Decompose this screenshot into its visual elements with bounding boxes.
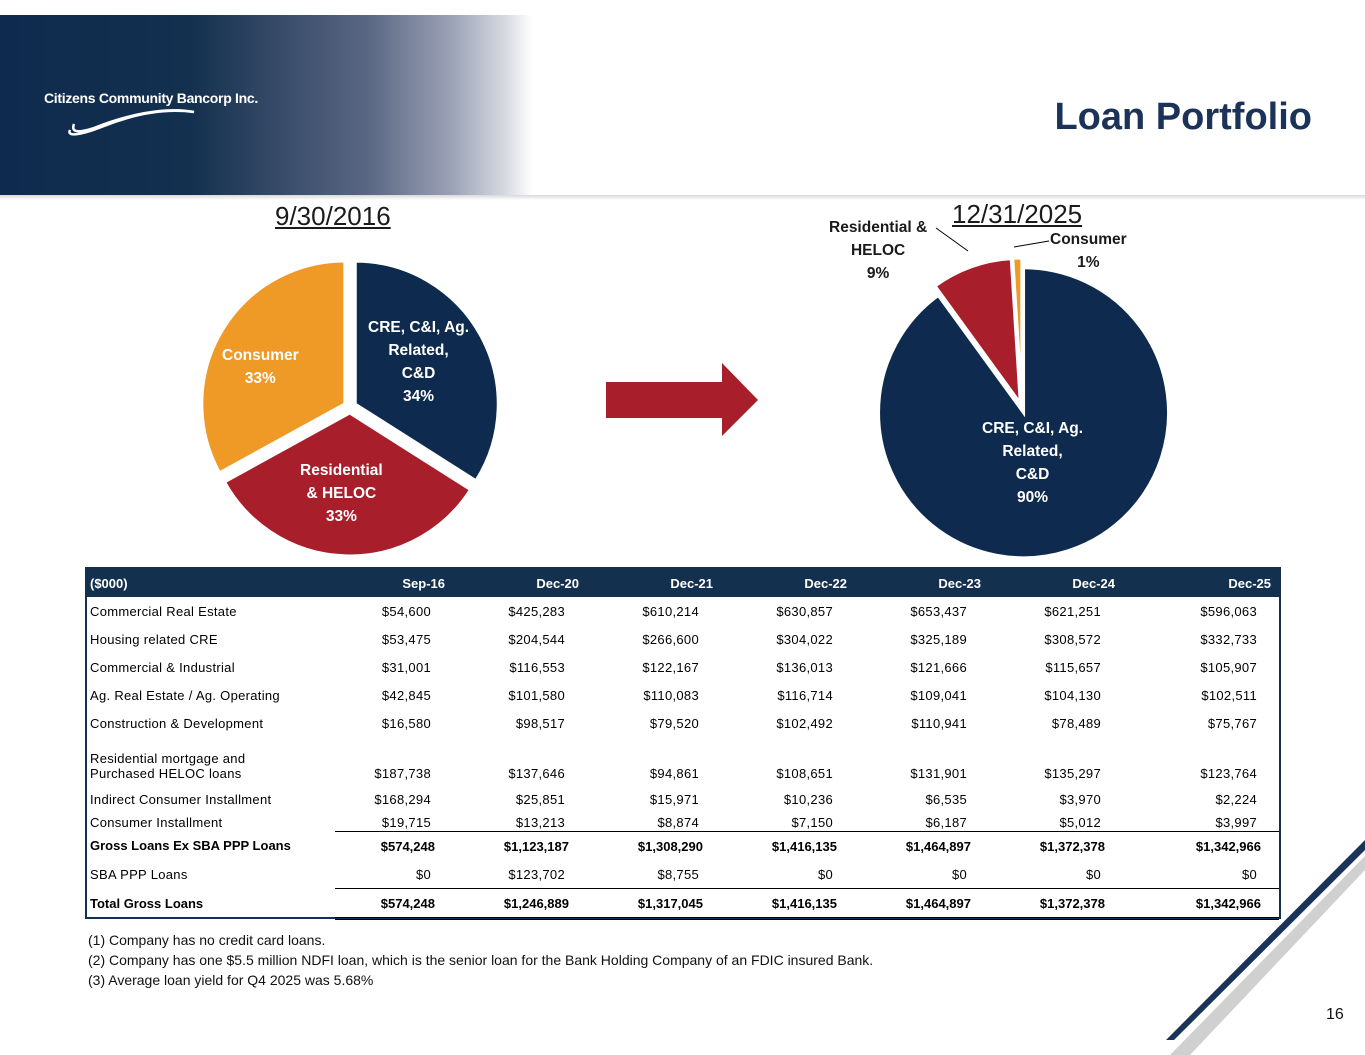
table-cell: $94,861: [649, 766, 699, 781]
row-label: Indirect Consumer Installment: [90, 791, 272, 807]
table-cell: $1,342,966: [1123, 889, 1279, 919]
row-label-line: Residential mortgage and: [90, 751, 246, 766]
row-label: Commercial Real Estate: [90, 603, 237, 619]
pie-2016-cre-label: [368, 316, 469, 408]
table-cell: $135,297: [1044, 766, 1101, 781]
table-row: [87, 653, 1279, 681]
table-row: [87, 737, 1279, 785]
table-row: [87, 813, 1279, 832]
table-cell: $3,997: [1215, 814, 1257, 830]
table-header: Dec-25: [1123, 569, 1279, 597]
pie-2025-cre-line: C&D: [1015, 466, 1050, 483]
table-row: [87, 860, 1279, 889]
table-cell: $204,544: [508, 631, 565, 647]
table-cell: $187,738: [374, 766, 431, 781]
table-cell: $6,187: [925, 814, 967, 830]
table-cell: $266,600: [642, 631, 699, 647]
table-row: [87, 625, 1279, 653]
pie-2016-cre-line: CRE, C&I, Ag.: [368, 319, 470, 336]
table-cell: $1,246,889: [453, 889, 587, 919]
table-cell: $8,755: [657, 866, 699, 882]
table-row: [87, 889, 1279, 919]
pie-2016-res-label: [300, 459, 383, 528]
pie-2025-cre-line: CRE, C&I, Ag.: [982, 420, 1084, 437]
table-cell: $5,012: [1059, 814, 1101, 830]
table-cell: $75,767: [1207, 715, 1257, 731]
table-cell: $42,845: [381, 687, 431, 703]
table-cell: $425,283: [508, 603, 565, 619]
table-cell: $98,517: [515, 715, 565, 731]
header-divider: [0, 195, 1365, 200]
page-number: 16: [1326, 1006, 1344, 1023]
table-cell: $0: [415, 866, 431, 882]
table-header: Dec-24: [989, 569, 1123, 597]
table-cell: $610,214: [642, 603, 699, 619]
pie-2025-res-line: Residential &: [829, 219, 928, 236]
table-header: Dec-23: [855, 569, 989, 597]
table-cell: $19,715: [381, 814, 431, 830]
table-cell: $621,251: [1044, 603, 1101, 619]
pie-2016-cre-pct: 34%: [403, 388, 435, 405]
footnote: (1) Company has no credit card loans.: [88, 932, 326, 948]
table-cell: $136,013: [776, 659, 833, 675]
logo-swoosh-icon: [64, 100, 204, 136]
table-cell: $121,666: [910, 659, 967, 675]
table-cell: $8,874: [657, 814, 699, 830]
table-cell: $110,083: [643, 687, 699, 703]
table-cell: $105,907: [1200, 659, 1257, 675]
pie-2025-res-pct: 9%: [866, 265, 890, 282]
table-cell: $31,001: [381, 659, 431, 675]
table-cell: $1,372,378: [989, 832, 1123, 861]
pie-2016-cre-line: Related,: [388, 342, 449, 359]
table-row: [87, 709, 1279, 737]
table-cell: $10,236: [783, 791, 833, 807]
pie-2025-con-line: Consumer: [1050, 231, 1127, 248]
table-cell: $13,213: [515, 814, 565, 830]
pie-2016-con-pct: 33%: [244, 370, 276, 387]
row-label: SBA PPP Loans: [90, 866, 188, 882]
footnotes: [88, 930, 873, 990]
table-header: Dec-22: [721, 569, 855, 597]
table-cell: $1,464,897: [855, 889, 989, 919]
table-row: [87, 832, 1279, 861]
table-cell: $131,901: [910, 766, 967, 781]
row-label: Ag. Real Estate / Ag. Operating: [90, 687, 280, 703]
row-label: [87, 737, 335, 785]
pie-2025-title: 12/31/2025: [952, 199, 1083, 229]
table-row: [87, 785, 1279, 813]
table-cell: $0: [817, 866, 833, 882]
table-cell: $3,970: [1059, 791, 1101, 807]
table-header-row: [87, 569, 1279, 597]
row-label: Total Gross Loans: [90, 896, 204, 911]
table-cell: $1,464,897: [855, 832, 989, 861]
table-cell: $0: [1085, 866, 1101, 882]
table-cell: $304,022: [776, 631, 833, 647]
table-cell: $115,657: [1045, 659, 1101, 675]
row-label: Gross Loans Ex SBA PPP Loans: [90, 838, 291, 854]
row-label: Housing related CRE: [90, 631, 218, 647]
table-cell: $78,489: [1051, 715, 1101, 731]
table-cell: $0: [951, 866, 967, 882]
table-cell: $102,492: [776, 715, 833, 731]
row-label: Consumer Installment: [90, 814, 223, 830]
table-header: Dec-20: [453, 569, 587, 597]
table-cell: $123,764: [1200, 766, 1257, 781]
table-cell: $0: [1241, 866, 1257, 882]
table-cell: $79,520: [649, 715, 699, 731]
table-cell: $102,511: [1201, 687, 1257, 703]
pie-2016-title: 9/30/2016: [275, 201, 391, 231]
table-cell: $108,651: [776, 766, 833, 781]
table-cell: $7,150: [791, 814, 833, 830]
table-cell: $122,167: [642, 659, 699, 675]
table-header: Dec-21: [587, 569, 721, 597]
table-cell: $6,535: [925, 791, 967, 807]
page-title: Loan Portfolio: [1054, 96, 1312, 138]
footnote: (3) Average loan yield for Q4 2025 was 5.68%: [88, 972, 374, 988]
pie-2025-cre-line: Related,: [1002, 443, 1063, 460]
table-cell: $137,646: [508, 766, 565, 781]
table-cell: $123,702: [508, 866, 565, 882]
table-cell: $1,416,135: [721, 832, 855, 861]
table-cell: $53,475: [381, 631, 431, 647]
pie-slice: [879, 268, 1169, 558]
table-cell: $25,851: [515, 791, 565, 807]
row-label: Construction & Development: [90, 715, 264, 731]
table-row: [87, 681, 1279, 709]
table-cell: $574,248: [335, 832, 453, 861]
pie-2016-cre-line: C&D: [401, 365, 436, 382]
table-cell: $168,294: [374, 791, 431, 807]
table-cell: $1,416,135: [721, 889, 855, 919]
pie-2025-con-pct: 1%: [1077, 254, 1100, 271]
table-cell: $54,600: [381, 603, 431, 619]
table-cell: $1,372,378: [989, 889, 1123, 919]
table-cell: $15,971: [649, 791, 699, 807]
table-cell: $1,123,187: [453, 832, 587, 861]
table-cell: $1,317,045: [587, 889, 721, 919]
pie-2016-con-line: Consumer: [222, 347, 299, 364]
table-cell: $109,041: [910, 687, 967, 703]
table-cell: $308,572: [1044, 631, 1101, 647]
loan-table: [85, 567, 1281, 919]
footnote: (2) Company has one $5.5 million NDFI loan, which is the senior loan for the Bank Holding Company of an FDIC insured Bank.: [88, 952, 874, 968]
company-logo: [44, 90, 274, 140]
pie-2016-res-pct: 33%: [325, 508, 357, 525]
row-label: Commercial & Industrial: [90, 659, 235, 675]
table-cell: $596,063: [1200, 603, 1257, 619]
pie-2016-res-line: & HELOC: [306, 485, 377, 502]
pie-2016-con-label: [222, 344, 299, 390]
table-row: [87, 597, 1279, 625]
logo-text: Citizens Community Bancorp Inc.: [44, 90, 258, 106]
table-cell: $101,580: [508, 687, 565, 703]
pie-2025-leader-lines: [930, 225, 1050, 265]
right-arrow-icon: [606, 363, 761, 438]
table-cell: $653,437: [910, 603, 967, 619]
table-cell: $1,342,966: [1123, 832, 1279, 861]
table-cell: $574,248: [335, 889, 453, 919]
table-cell: $116,714: [777, 687, 833, 703]
pie-2016-res-line: Residential: [300, 462, 383, 479]
table-cell: $1,308,290: [587, 832, 721, 861]
pie-2025-res-label: [829, 216, 927, 285]
pie-chart-2025: [870, 240, 1180, 560]
table-cell: $630,857: [776, 603, 833, 619]
row-label-line: Purchased HELOC loans: [90, 766, 242, 781]
table-cell: $116,553: [509, 659, 565, 675]
table-cell: $16,580: [381, 715, 431, 731]
table-header: Sep-16: [335, 569, 453, 597]
pie-2025-cre-label: [982, 417, 1083, 509]
table-cell: $332,733: [1200, 631, 1257, 647]
pie-2025-cre-pct: 90%: [1017, 489, 1049, 506]
table-cell: $2,224: [1215, 791, 1257, 807]
table-cell: $110,941: [911, 715, 967, 731]
pie-2025-res-line: HELOC: [850, 242, 906, 259]
table-cell: $104,130: [1044, 687, 1101, 703]
table-header: ($000): [87, 569, 335, 597]
pie-2025-con-label: [1050, 228, 1127, 274]
table-cell: $325,189: [910, 631, 967, 647]
